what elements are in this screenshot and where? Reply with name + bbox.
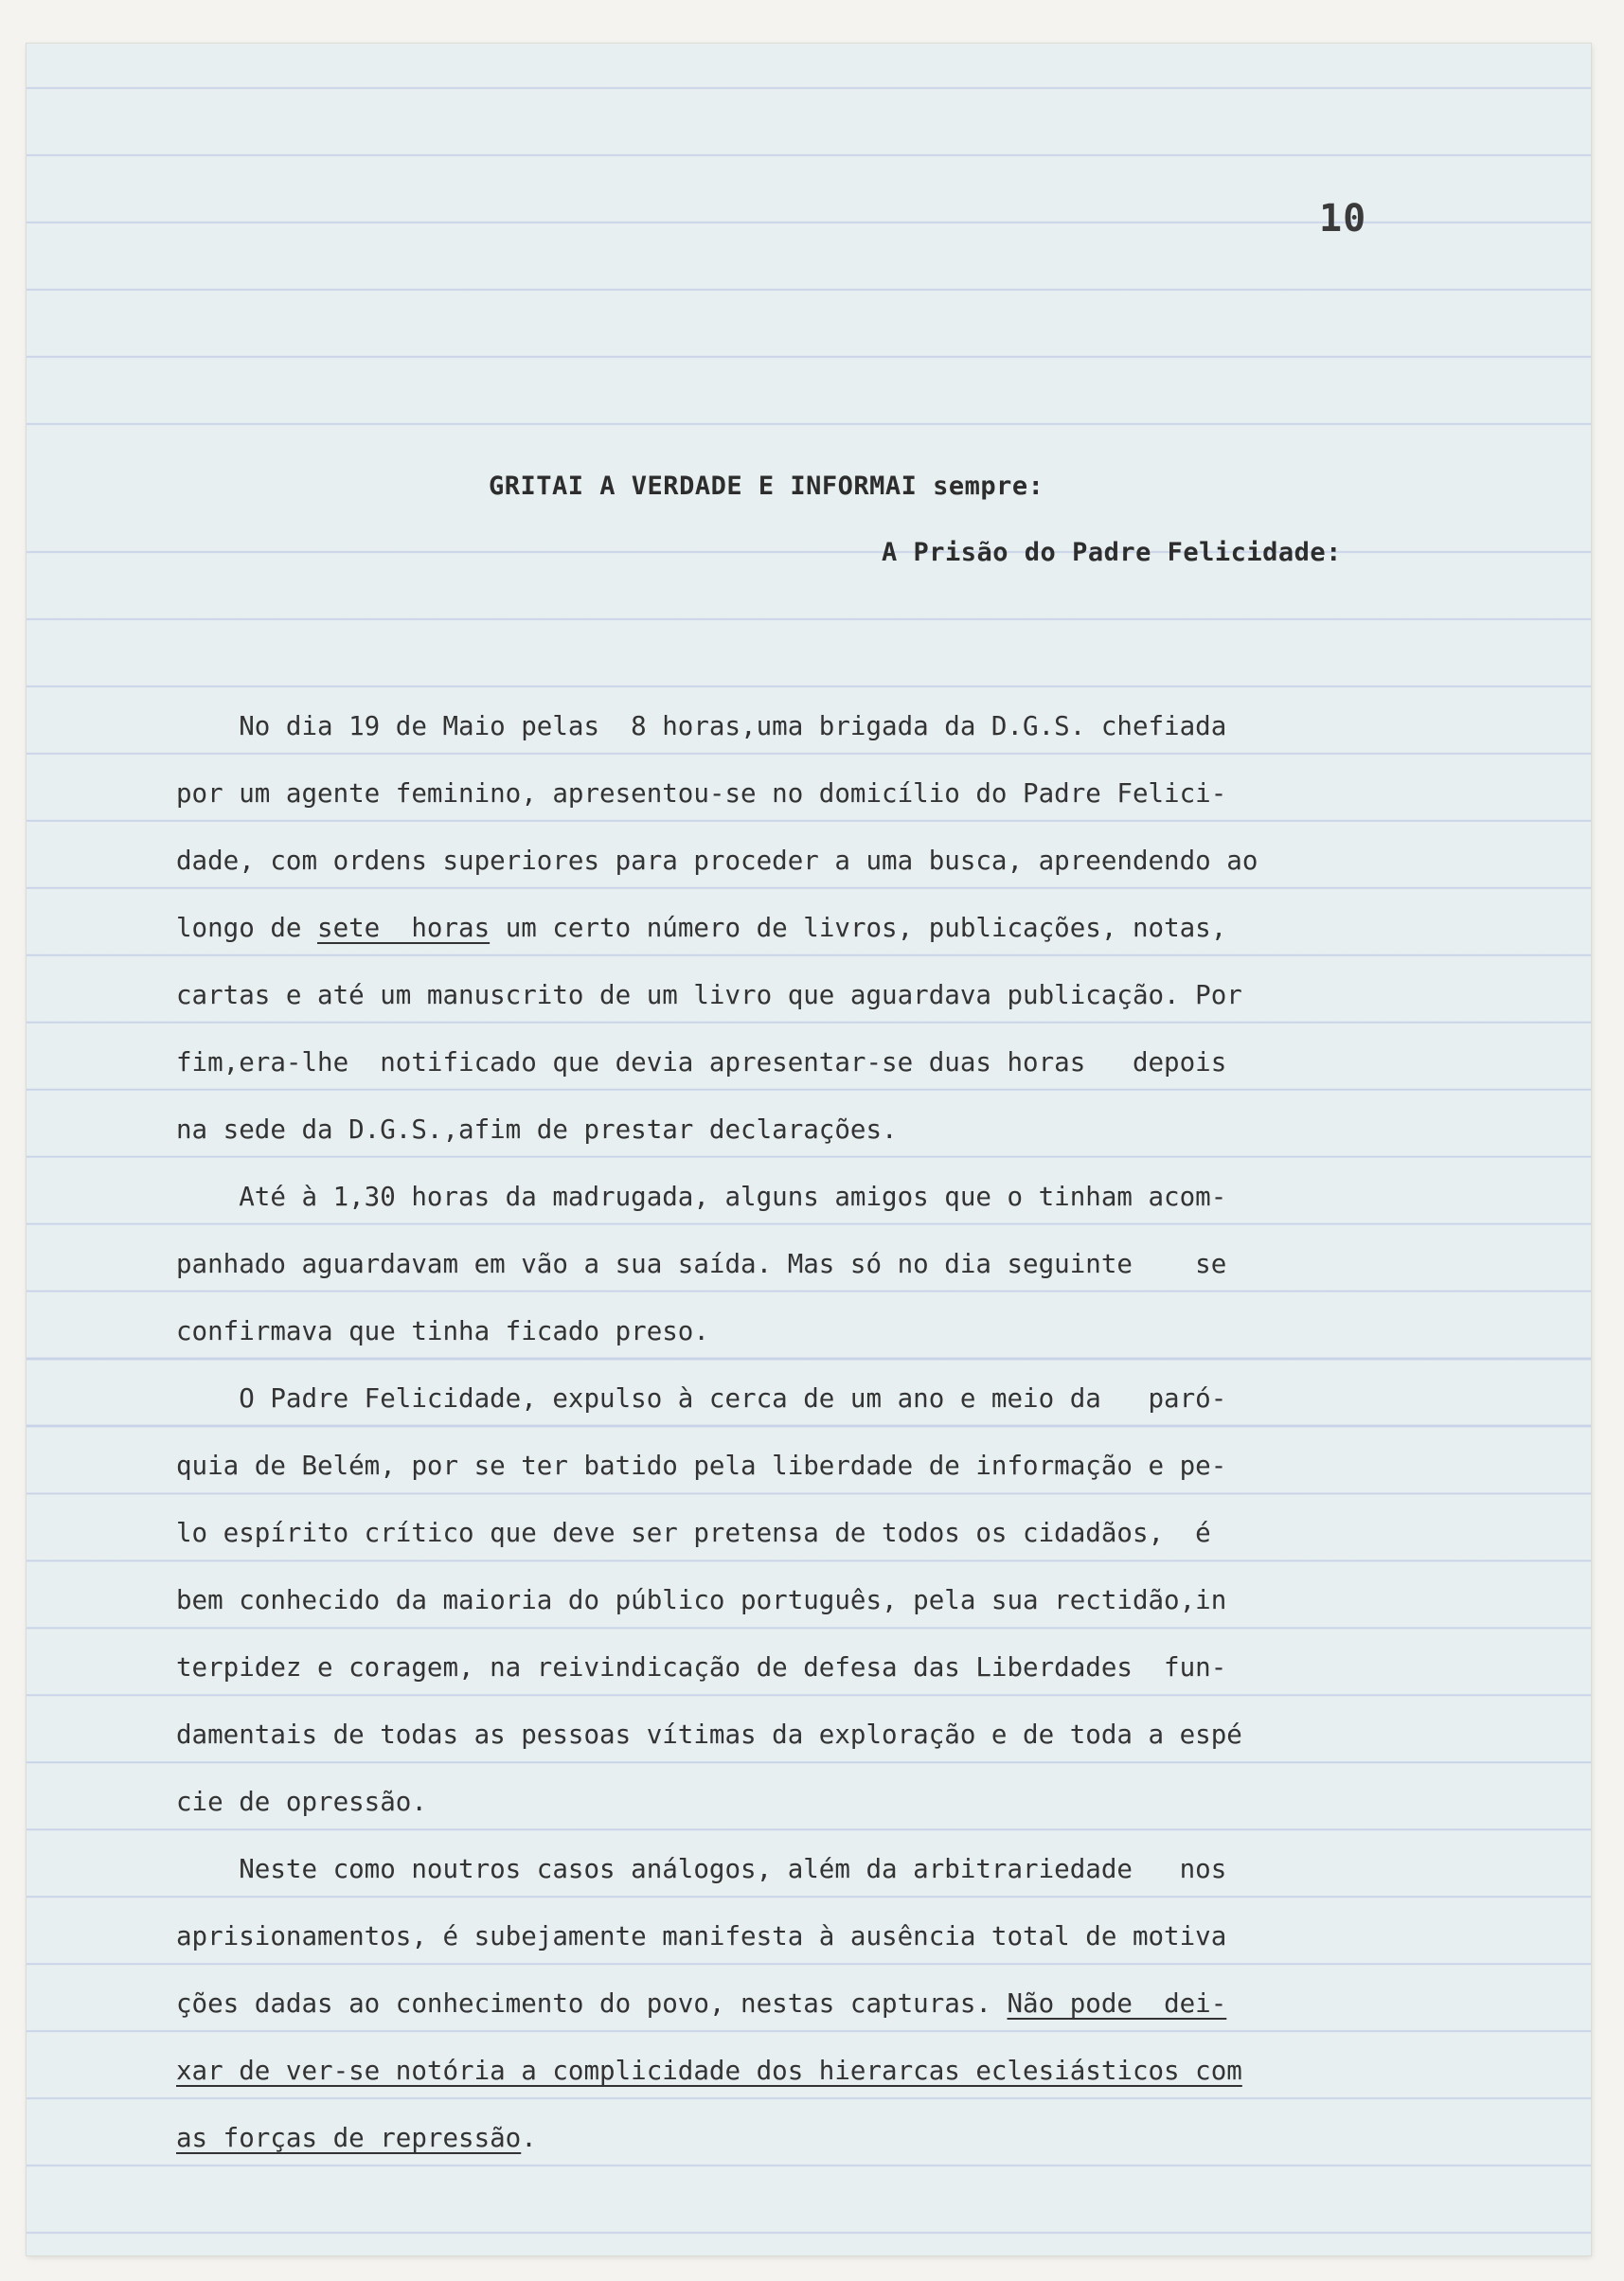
text-line — [176, 711, 1227, 741]
text-line — [176, 1249, 1227, 1279]
line-text: quia de Belém, por se ter batido pela liberdade de informação e pe- — [176, 1451, 1227, 1481]
line-text: ções dadas ao conhecimento do povo, nestas capturas. — [176, 1988, 1008, 2019]
text-line — [176, 1453, 1226, 1480]
underlined-text: as forças de repressão — [176, 2123, 522, 2153]
line-text: bem conhecido da maioria do público português, pela sua rectidão,in — [176, 1585, 1227, 1615]
line-text: damentais de todas as pessoas vítimas da exploração e de toda a espé — [176, 1720, 1242, 1750]
line-text: dade, com ordens superiores para proceder a uma busca, apreendendo ao — [176, 846, 1258, 876]
text-line — [176, 1047, 1227, 1078]
line-text: cartas e até um manuscrito de um livro que aguardava publicação. Por — [176, 980, 1242, 1010]
line-text: confirmava que tinha ficado preso. — [176, 1316, 709, 1346]
text-line — [176, 913, 1227, 943]
line-text-rest: . — [521, 2123, 537, 2153]
document-title: GRITAI A VERDADE E INFORMAI sempre: — [489, 472, 1044, 501]
line-text: lo espírito crítico que deve ser pretensa de todos os cidadãos, é — [176, 1518, 1211, 1548]
page-number: 10 — [1319, 197, 1367, 241]
line-text-rest: um certo número de livros, publicações, notas, — [490, 913, 1227, 943]
text-line — [176, 1652, 1227, 1683]
line-text: cie de opressão. — [176, 1787, 427, 1817]
line-text: panhado aguardavam em vão a sua saída. Mas só no dia seguinte se — [176, 1249, 1227, 1279]
text-line — [176, 1988, 1227, 2019]
text-line — [176, 1518, 1211, 1548]
text-line — [176, 1316, 709, 1346]
text-line — [176, 1921, 1227, 1951]
line-text: O Padre Felicidade, expulso à cerca de um ano e meio da paró- — [176, 1383, 1227, 1414]
text-line — [176, 1722, 1242, 1749]
text-line — [176, 1114, 898, 1145]
line-text: terpidez e coragem, na reivindicação de defesa das Liberdades fun- — [176, 1652, 1227, 1683]
body-text — [27, 44, 1591, 2255]
text-line — [176, 980, 1242, 1010]
text-line — [176, 2123, 537, 2153]
text-line — [176, 778, 1227, 809]
line-text: por um agente feminino, apresentou-se no domicílio do Padre Felici- — [176, 778, 1227, 809]
line-text: longo de — [176, 913, 318, 943]
document-subtitle: A Prisão do Padre Felicidade: — [882, 538, 1342, 567]
line-text: na sede da D.G.S.,afim de prestar declarações. — [176, 1114, 898, 1145]
line-text: Até à 1,30 horas da madrugada, alguns amigos que o tinham acom- — [176, 1182, 1227, 1212]
underlined-text: xar de ver-se notória a complicidade dos hierarcas eclesiásticos com — [176, 2056, 1242, 2086]
text-line — [176, 1182, 1227, 1212]
line-text: Neste como noutros casos análogos, além da arbitrariedade nos — [176, 1854, 1227, 1884]
underlined-text: sete horas — [317, 913, 491, 943]
underlined-text: Não pode dei- — [1007, 1988, 1227, 2019]
text-line — [176, 1854, 1227, 1884]
text-line — [176, 1585, 1227, 1615]
line-text: No dia 19 de Maio pelas 8 horas,uma brigada da D.G.S. chefiada — [176, 711, 1227, 741]
line-text: fim,era-lhe notificado que devia apresentar-se duas horas depois — [176, 1047, 1227, 1078]
text-line — [176, 848, 1258, 875]
text-line — [176, 1383, 1227, 1414]
text-line — [176, 1787, 427, 1817]
text-line — [176, 2058, 1242, 2085]
document-page — [27, 44, 1591, 2255]
line-text: aprisionamentos, é subejamente manifesta à ausência total de motiva — [176, 1921, 1227, 1951]
